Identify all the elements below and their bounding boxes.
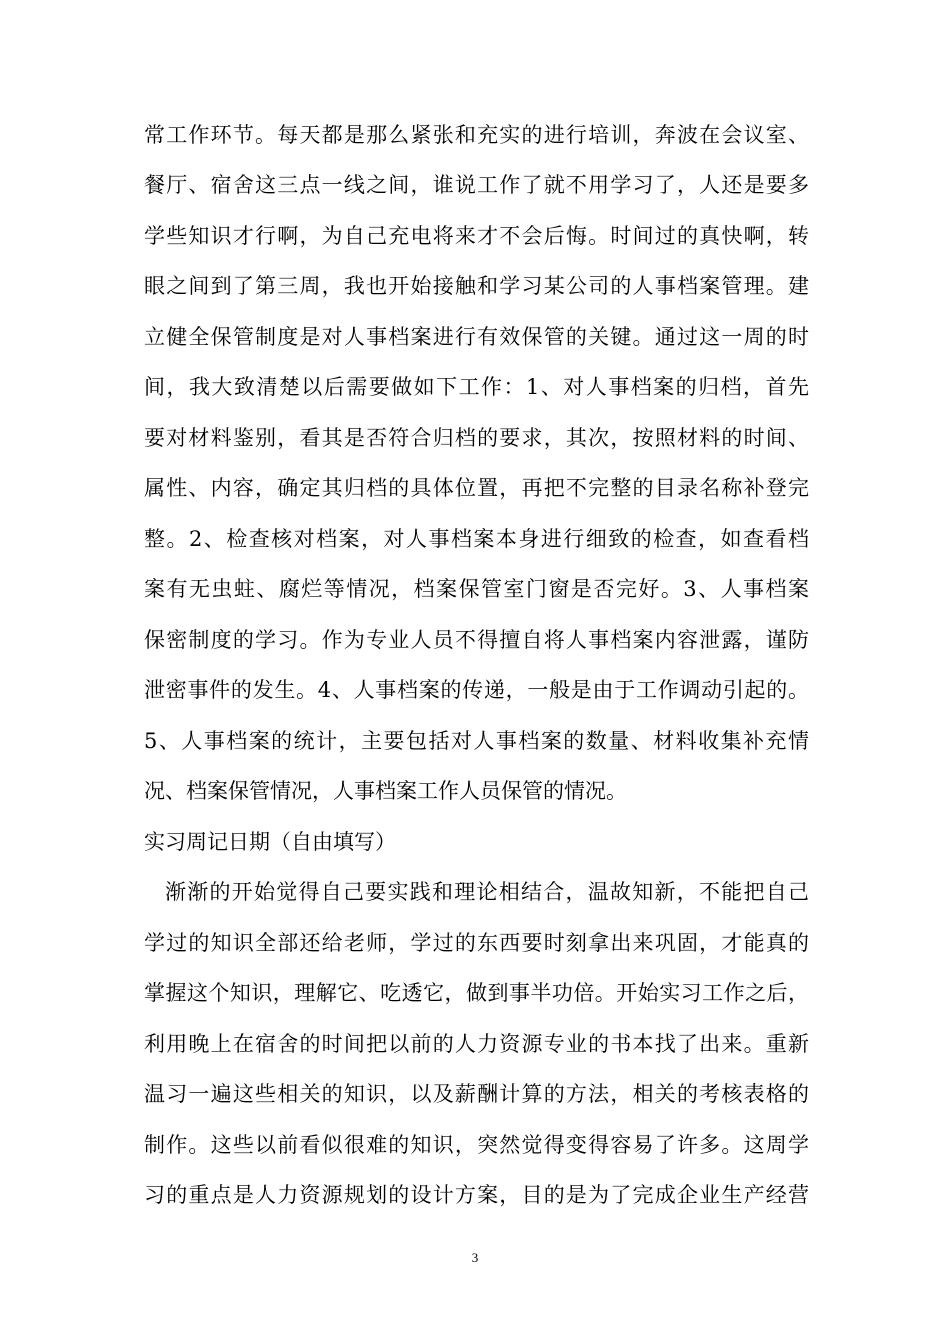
text-line: 习的重点是人力资源规划的设计方案，目的是为了完成企业生产经营 <box>144 1183 809 1207</box>
text-line: 常工作环节。每天都是那么紧张和充实的进行培训，奔波在会议室、 <box>144 123 809 147</box>
page-number: 3 <box>471 1250 479 1265</box>
section-heading: 实习周记日期（自由填写） <box>144 830 396 854</box>
text-line: 学些知识才行啊，为自己充电将来才不会后悔。时间过的真快啊，转 <box>144 224 809 248</box>
text-line: 掌握这个知识，理解它、吃透它，做到事半功倍。开始实习工作之后， <box>144 981 809 1005</box>
text-line: 5、人事档案的统计，主要包括对人事档案的数量、材料收集补充情 <box>144 729 809 753</box>
text-line: 况、档案保管情况，人事档案工作人员保管的情况。 <box>144 779 627 803</box>
text-line: 渐渐的开始觉得自己要实践和理论相结合，温故知新，不能把自己 <box>165 880 809 904</box>
text-line: 制作。这些以前看似很难的知识，突然觉得变得容易了许多。这周学 <box>144 1133 809 1157</box>
text-line: 眼之间到了第三周，我也开始接触和学习某公司的人事档案管理。建 <box>144 274 809 298</box>
text-line: 要对材料鉴别，看其是否符合归档的要求，其次，按照材料的时间、 <box>144 426 809 450</box>
text-line: 学过的知识全部还给老师，学过的东西要时刻拿出来巩固，才能真的 <box>144 931 809 955</box>
text-line: 温习一遍这些相关的知识，以及薪酬计算的方法，相关的考核表格的 <box>144 1082 809 1106</box>
text-line: 餐厅、宿舍这三点一线之间，谁说工作了就不用学习了，人还是要多 <box>144 173 809 197</box>
text-line: 整。2、检查核对档案，对人事档案本身进行细致的检查，如查看档 <box>144 527 809 551</box>
text-line: 泄密事件的发生。4、人事档案的传递，一般是由于工作调动引起的。 <box>144 678 809 702</box>
text-line: 间，我大致清楚以后需要做如下工作：1、对人事档案的归档，首先 <box>144 375 809 399</box>
text-line: 保密制度的学习。作为专业人员不得擅自将人事档案内容泄露，谨防 <box>144 628 809 652</box>
text-line: 属性、内容，确定其归档的具体位置，再把不完整的目录名称补登完 <box>144 476 809 500</box>
text-line: 立健全保管制度是对人事档案进行有效保管的关键。通过这一周的时 <box>144 325 809 349</box>
text-line: 案有无虫蛀、腐烂等情况，档案保管室门窗是否完好。3、人事档案 <box>144 577 809 601</box>
text-line: 利用晚上在宿舍的时间把以前的人力资源专业的书本找了出来。重新 <box>144 1032 809 1056</box>
